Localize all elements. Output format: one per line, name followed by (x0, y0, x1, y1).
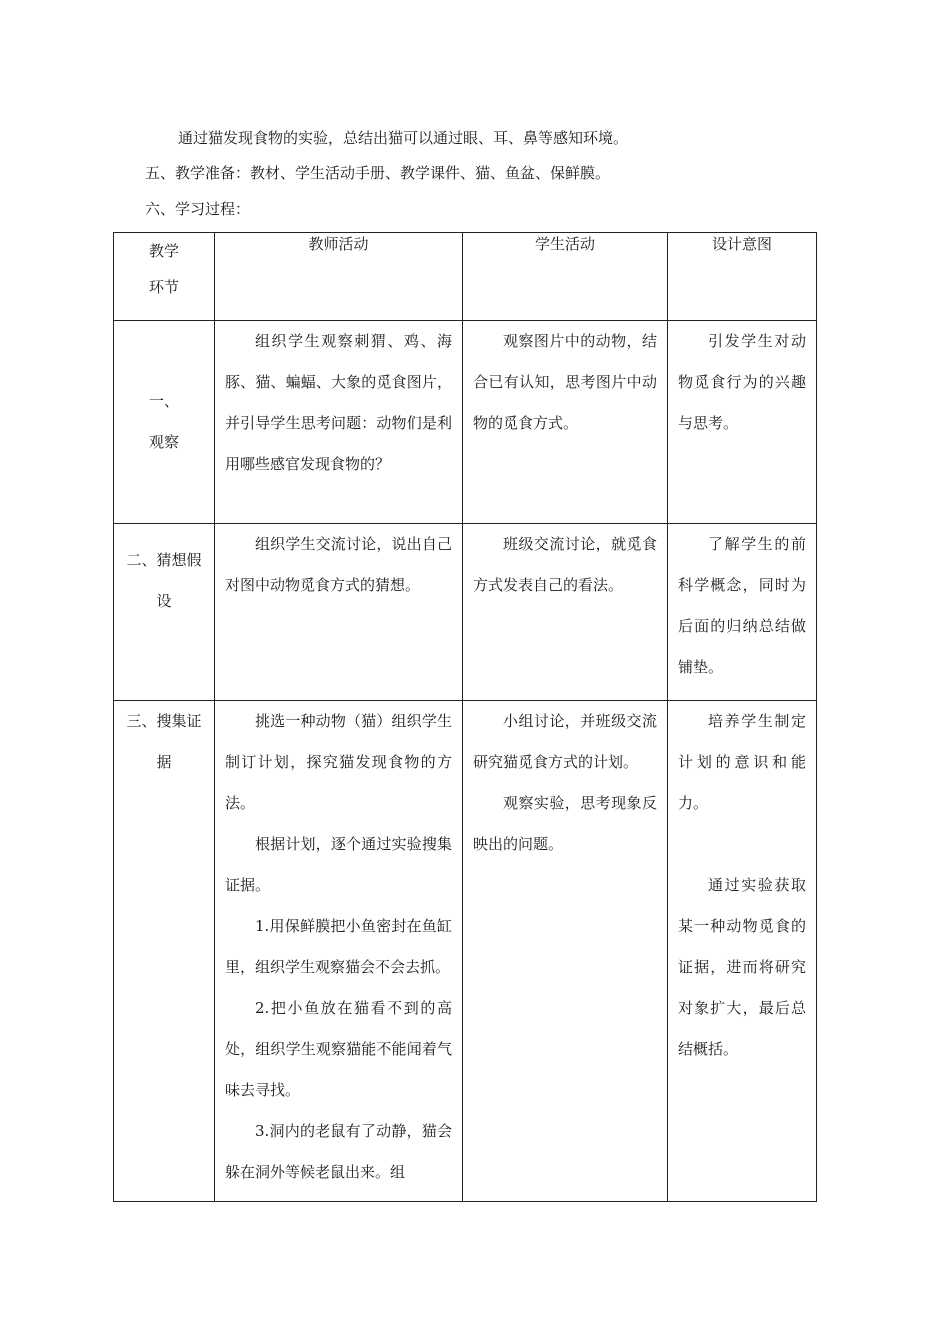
header-stage-line2: 环节 (148, 278, 179, 296)
paragraph: 班级交流讨论，就觅食方式发表自己的看法。 (473, 535, 657, 594)
row-stage (114, 701, 215, 1202)
paragraph: 1.用保鲜膜把小鱼密封在鱼缸里，组织学生观察猫会不会去抓。 (225, 917, 452, 976)
paragraph: 2.把小鱼放在猫看不到的高处，组织学生观察猫能不能闻着气味去寻找。 (225, 999, 452, 1099)
paragraph: 观察实验，思考现象反映出的问题。 (473, 794, 657, 853)
paragraph: 组织学生交流讨论，说出自己对图中动物觅食方式的猜想。 (225, 535, 452, 594)
row-stage-line2: 据 (156, 753, 172, 771)
paragraph: 引发学生对动物觅食行为的兴趣与思考。 (678, 332, 806, 432)
header-stage-line1: 教学 (148, 242, 179, 260)
row-student-activity (463, 524, 668, 701)
table-row (114, 321, 817, 524)
paragraph: 观察图片中的动物，结合已有认知，思考图片中动物的觅食方式。 (473, 332, 657, 432)
row-stage (114, 524, 215, 701)
paragraph: 培养学生制定计划的意识和能力。 (678, 712, 806, 812)
row-design-intent (668, 524, 817, 701)
row-student-activity (463, 701, 668, 1202)
row-stage-line1: 一、 (148, 392, 179, 410)
row-stage-line1: 三、搜集证 (126, 712, 202, 730)
row-student-activity (463, 321, 668, 524)
paragraph: 了解学生的前科学概念，同时为后面的归纳总结做铺垫。 (678, 535, 806, 676)
paragraph: 通过实验获取某一种动物觅食的证据，进而将研究对象扩大，最后总结概括。 (678, 876, 806, 1058)
row-teacher-activity (215, 321, 463, 524)
row-teacher-activity (215, 701, 463, 1202)
paragraph: 3.洞内的老鼠有了动静，猫会躲在洞外等候老鼠出来。组 (225, 1122, 452, 1181)
row-stage (114, 321, 215, 524)
row-stage-line2: 观察 (148, 433, 179, 451)
row-design-intent (668, 321, 817, 524)
paragraph: 挑选一种动物（猫）组织学生制订计划，探究猫发现食物的方法。 (225, 712, 452, 812)
table-header-row (114, 233, 817, 321)
intro-line-process-heading: 六、学习过程： (145, 200, 251, 218)
table-row (114, 701, 817, 1202)
row-stage-line2: 设 (156, 592, 172, 610)
header-teacher: 教师活动 (215, 233, 463, 321)
paragraph: 组织学生观察刺猬、鸡、海豚、猫、蝙蝠、大象的觅食图片，并引导学生思考问题：动物们是利用哪些感官发现食物的？ (225, 332, 452, 473)
table-row (114, 524, 817, 701)
paragraph: 根据计划，逐个通过实验搜集证据。 (225, 835, 452, 894)
lesson-process-table (113, 232, 817, 1202)
header-student: 学生活动 (463, 233, 668, 321)
row-teacher-activity (215, 524, 463, 701)
header-intent: 设计意图 (668, 233, 817, 321)
intro-line-preparation: 五、教学准备：教材、学生活动手册、教学课件、猫、鱼盆、保鲜膜。 (145, 164, 611, 182)
row-stage-line1: 二、猜想假 (126, 551, 202, 569)
row-design-intent (668, 701, 817, 1202)
intro-line-experiment: 通过猫发现食物的实验，总结出猫可以通过眼、耳、鼻等感知环境。 (178, 129, 629, 147)
paragraph: 小组讨论，并班级交流研究猫觅食方式的计划。 (473, 712, 657, 771)
header-stage (114, 233, 215, 321)
